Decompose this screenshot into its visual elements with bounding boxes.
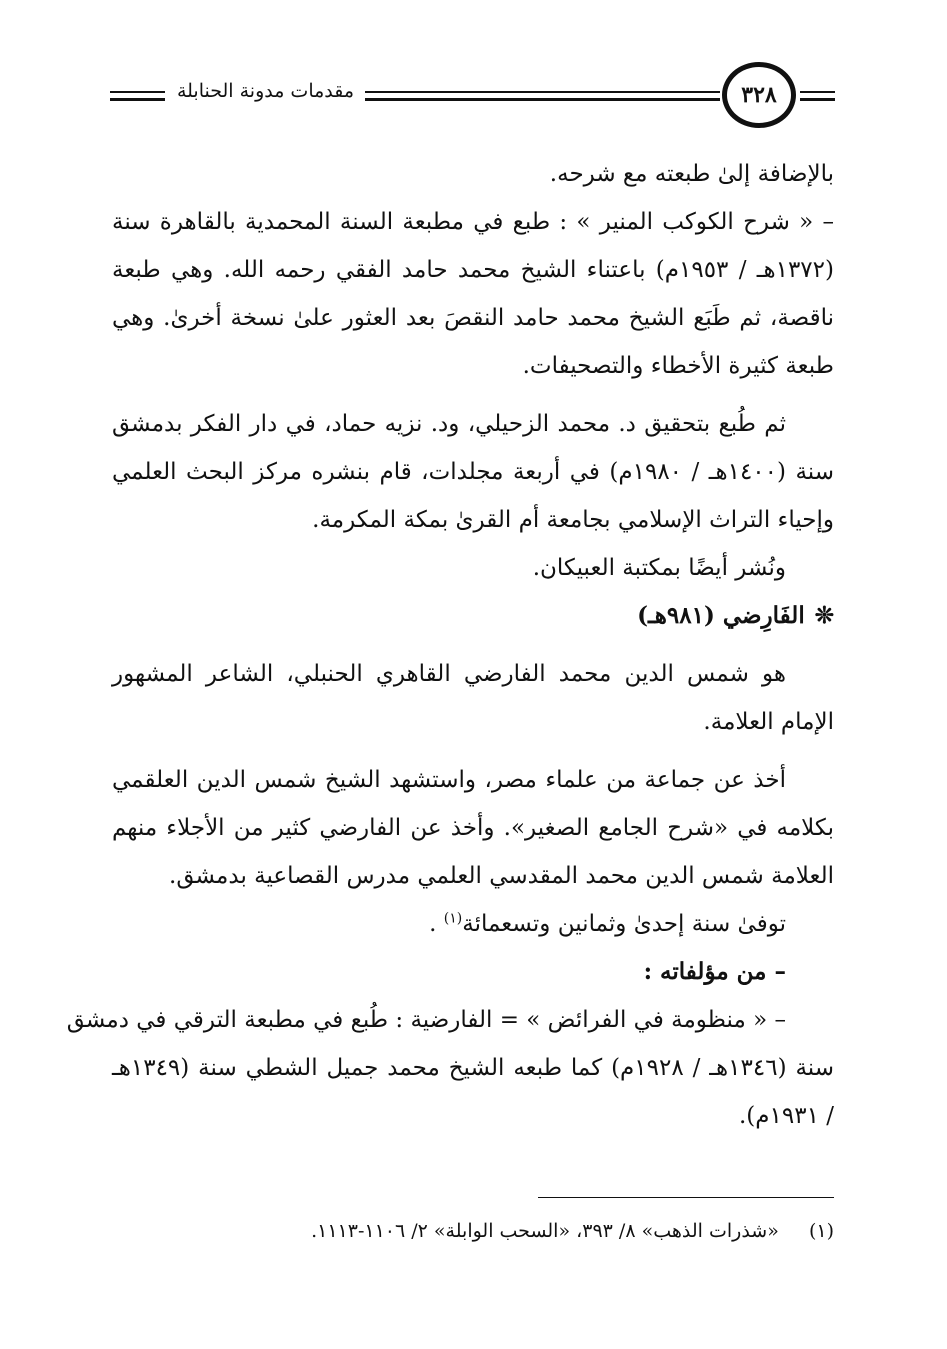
paragraph-line: طبعة كثيرة الأخطاء والتصحيفات. <box>522 353 834 379</box>
paragraph-line: وإحياء التراث الإسلامي بجامعة أم القرىٰ بمكة المكرمة. <box>312 507 834 533</box>
paragraph-line: ناقصة، ثم طَبَع الشيخ محمد حامد النقصَ بعد العثور علىٰ نسخة أخرىٰ. وهي <box>112 305 834 331</box>
body-text <box>66 150 834 1140</box>
header-rule <box>365 98 720 101</box>
paragraph-line: أخذ عن جماعة من علماء مصر، واستشهد الشيخ شمس الدين العلقمي <box>112 767 786 793</box>
heading-text: الفَارِضي (٩٨١هـ) <box>637 602 805 629</box>
period: . <box>429 911 444 937</box>
running-title: مقدمات مدونة الحنابلة <box>176 80 355 102</box>
footnote <box>112 1214 834 1248</box>
paragraph-line: – « شرح الكوكب المنير » : طبع في مطبعة السنة المحمدية بالقاهرة سنة <box>112 209 834 235</box>
paragraph-line: / ١٩٣١م). <box>738 1103 834 1129</box>
paragraph-line: العلامة شمس الدين محمد المقدسي العلمي مدرس القصاعية بدمشق. <box>169 863 834 889</box>
paragraph-line: ونُشر أيضًا بمكتبة العبيكان. <box>532 555 786 581</box>
footnote-text: «شذرات الذهب» ٨/ ٣٩٣، «السحب الوابلة» ٢/ ١١٠٦-١١١٣. <box>311 1220 779 1242</box>
header-rule <box>800 98 835 101</box>
death-text: توفىٰ سنة إحدىٰ وثمانين وتسعمائة <box>462 911 786 937</box>
header-rule <box>365 91 720 93</box>
section-heading <box>112 592 834 640</box>
paragraph-line: سنة (١٤٠٠هـ / ١٩٨٠م) في أربعة مجلدات، قام بنشره مركز البحث العلمي <box>112 459 834 485</box>
paragraph-line <box>112 900 834 948</box>
paragraph-line: (١٣٧٢هـ / ١٩٥٣م) باعتناء الشيخ محمد حامد الفقي رحمه الله. وهي طبعة <box>112 257 834 283</box>
header-rule <box>800 91 835 93</box>
paragraph-line: الإمام العلامة. <box>703 709 834 735</box>
footnote-reference: (١) <box>443 910 463 927</box>
paragraph-line: هو شمس الدين محمد الفارضي القاهري الحنبلي، الشاعر المشهور <box>112 661 786 687</box>
header-rule <box>110 98 165 101</box>
heading-star-icon: ❊ <box>814 602 834 629</box>
footnote-separator <box>538 1197 834 1198</box>
page-number: ٣٢٨ <box>741 82 777 108</box>
page-number-ring <box>722 62 796 128</box>
paragraph-line: سنة (١٣٤٦هـ / ١٩٢٨م) كما طبعه الشيخ محمد جميل الشطي سنة (١٣٤٩هـ <box>112 1055 834 1081</box>
paragraph-line: ثم طُبع بتحقيق د. محمد الزحيلي، ود. نزيه حماد، في دار الفكر بدمشق <box>112 411 786 437</box>
header-rule <box>110 91 165 93</box>
page-header <box>110 62 835 134</box>
footnote-marker: (١) <box>808 1220 834 1242</box>
paragraph-line: بكلامه في «شرح الجامع الصغير». وأخذ عن الفارضي كثير من الأجلاء منهم <box>112 815 834 841</box>
works-heading: – من مؤلفاته : <box>643 958 786 985</box>
paragraph-line: بالإضافة إلىٰ طبعته مع شرحه. <box>549 161 834 187</box>
paragraph-line: – « منظومة في الفرائض » = الفارضية : طُبع في مطبعة الترقي في دمشق <box>66 1007 786 1033</box>
